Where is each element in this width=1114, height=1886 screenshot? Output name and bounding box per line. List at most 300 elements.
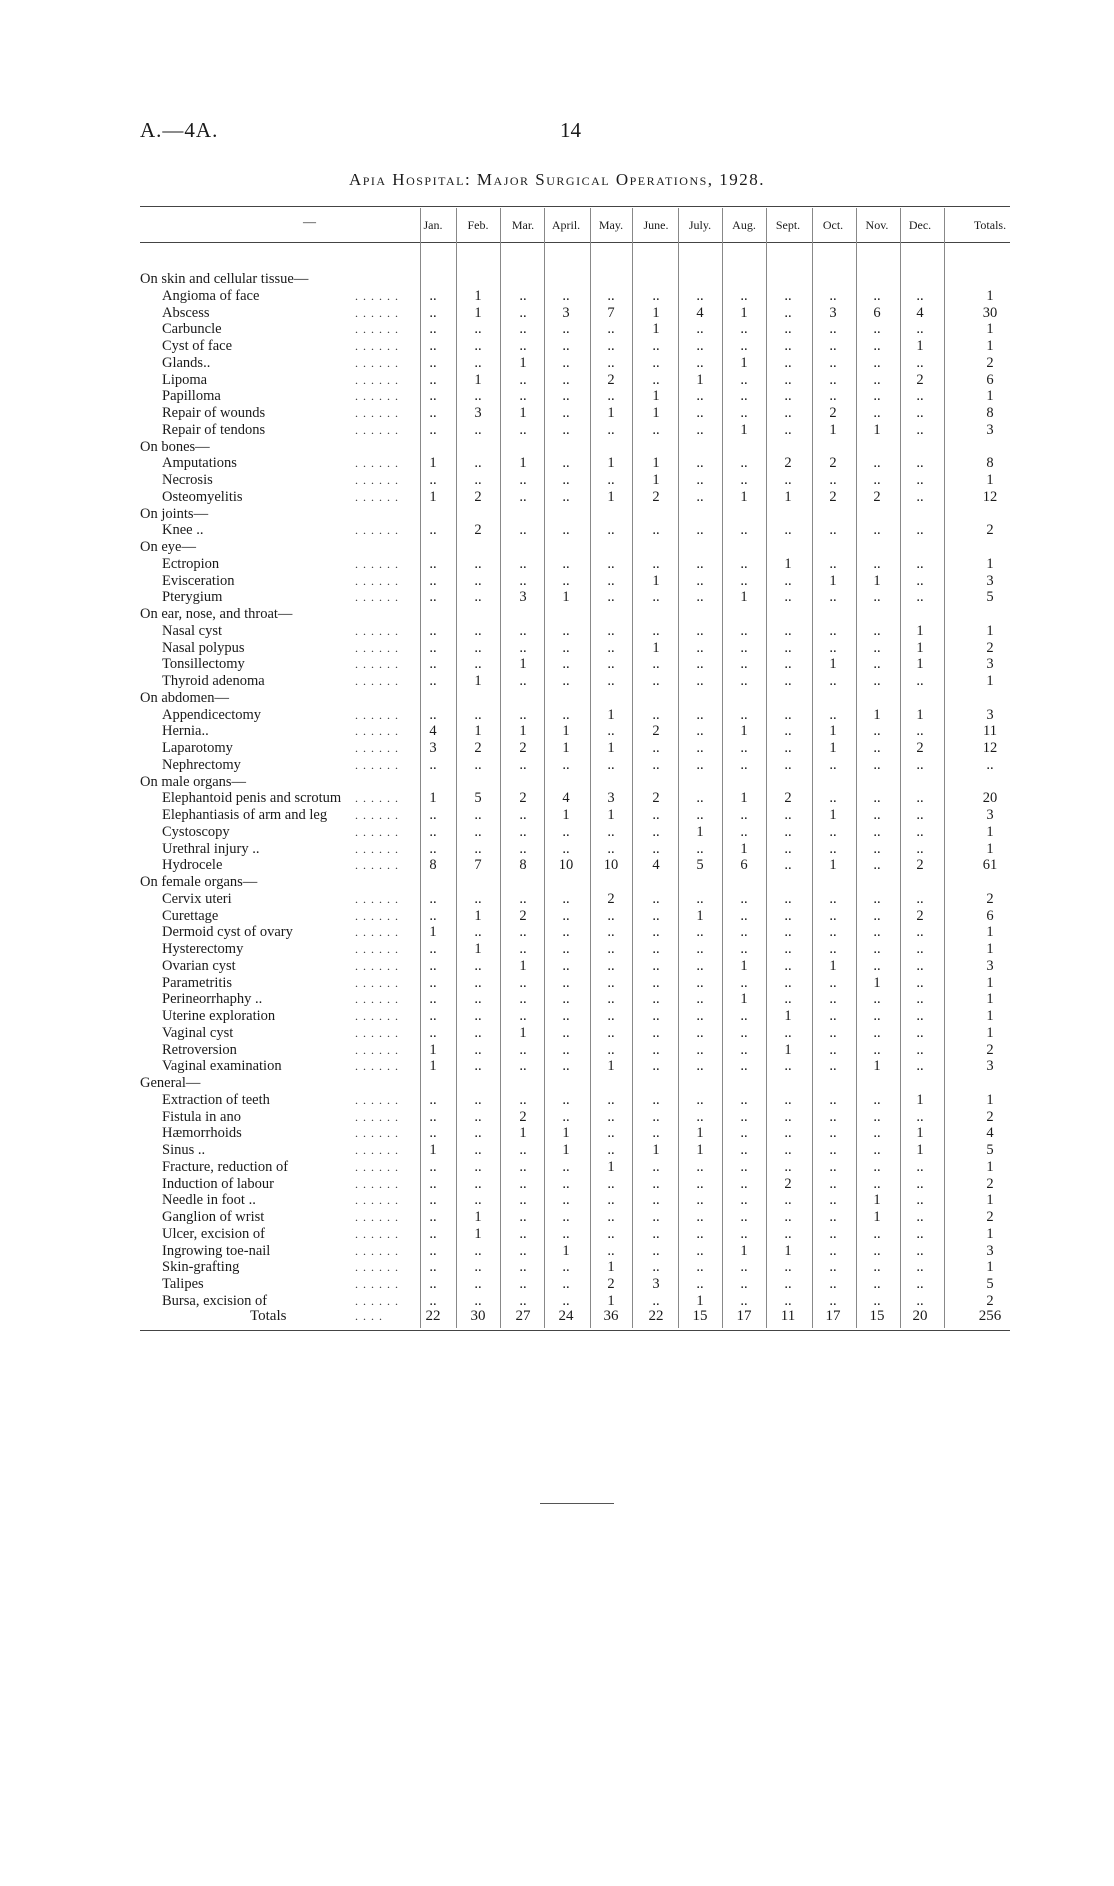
cell-value: .. bbox=[562, 1158, 570, 1175]
cell-value: .. bbox=[652, 941, 660, 957]
cell-value: .. bbox=[607, 991, 615, 1008]
cell-value: .. bbox=[740, 823, 748, 840]
cell-value: .. bbox=[784, 1108, 792, 1125]
cell-value: .. bbox=[519, 807, 527, 823]
cell-value: .. bbox=[652, 287, 660, 304]
cell-value: .. bbox=[784, 957, 792, 974]
cell-value: 1 bbox=[607, 488, 615, 505]
table-row bbox=[140, 1276, 1010, 1293]
table-row bbox=[140, 740, 1010, 757]
cell-value: .. bbox=[652, 740, 660, 756]
cell-value: .. bbox=[873, 723, 881, 740]
table-row bbox=[140, 891, 1010, 908]
top-rule bbox=[140, 206, 1010, 207]
cell-value: .. bbox=[916, 673, 924, 689]
cell-value: .. bbox=[429, 338, 437, 354]
cell-value: .. bbox=[607, 555, 615, 572]
row-label: Ganglion of wrist bbox=[162, 1209, 265, 1225]
cell-value: .. bbox=[429, 421, 437, 438]
cell-value: .. bbox=[873, 807, 881, 823]
row-label: Curettage bbox=[162, 907, 219, 924]
cell-value: .. bbox=[562, 1175, 570, 1192]
page-number: 14 bbox=[560, 118, 581, 142]
cell-value: 1 bbox=[740, 421, 748, 438]
cell-value: .. bbox=[562, 957, 570, 974]
cell-value: 4 bbox=[916, 304, 924, 321]
leader-dots: . . . . . . bbox=[355, 891, 399, 906]
cell-value: .. bbox=[519, 1142, 527, 1158]
cell-value: .. bbox=[784, 857, 792, 874]
cell-value: .. bbox=[873, 823, 881, 840]
cell-value: .. bbox=[429, 1008, 437, 1024]
cell-value: .. bbox=[652, 1242, 660, 1259]
cell-value: 1 bbox=[916, 338, 924, 354]
cell-value: .. bbox=[562, 321, 570, 338]
column-header-may: May. bbox=[598, 218, 624, 232]
cell-value: .. bbox=[652, 807, 660, 823]
leader-dots: . . . . . . bbox=[355, 657, 399, 672]
cell-value: 2 bbox=[652, 488, 660, 505]
cell-value: .. bbox=[784, 1292, 792, 1309]
cell-value: .. bbox=[474, 321, 482, 338]
cell-value: 2 bbox=[607, 371, 615, 388]
cell-value: .. bbox=[519, 555, 527, 572]
cell-value: 1 bbox=[740, 957, 748, 974]
cell-value: 2 bbox=[829, 405, 837, 421]
cell-value: 1 bbox=[652, 455, 660, 472]
table-row bbox=[140, 388, 1010, 405]
cell-value: .. bbox=[784, 723, 792, 740]
cell-value: .. bbox=[740, 807, 748, 823]
leader-dots: . . . . . . bbox=[355, 925, 399, 940]
row-label: Repair of tendons bbox=[162, 421, 266, 438]
cell-value: 1 bbox=[474, 1225, 482, 1242]
cell-value: .. bbox=[474, 1259, 482, 1276]
row-total: 1 bbox=[986, 941, 994, 957]
cell-value: .. bbox=[696, 890, 704, 907]
cell-value: .. bbox=[519, 1192, 527, 1209]
leader-dots: . . . . . . bbox=[355, 1059, 399, 1074]
cell-value: .. bbox=[916, 287, 924, 304]
cell-value: 1 bbox=[916, 656, 924, 673]
cell-value: .. bbox=[784, 991, 792, 1008]
cell-value: 2 bbox=[474, 488, 482, 505]
cell-value: .. bbox=[696, 287, 704, 304]
cell-value: .. bbox=[873, 1041, 881, 1058]
cell-value: 1 bbox=[696, 1292, 704, 1309]
cell-value: .. bbox=[829, 1091, 837, 1108]
cell-value: .. bbox=[652, 1024, 660, 1041]
cell-value: 1 bbox=[829, 656, 837, 673]
cell-value: .. bbox=[784, 287, 792, 304]
row-label: Tonsillectomy bbox=[162, 656, 245, 673]
cell-value: .. bbox=[562, 974, 570, 991]
row-label: Ingrowing toe-nail bbox=[162, 1242, 271, 1259]
column-header-july: July. bbox=[688, 218, 712, 232]
leader-dots: . . . . . . bbox=[355, 1025, 399, 1040]
row-label: Ovarian cyst bbox=[162, 957, 236, 974]
table-row bbox=[140, 573, 1010, 590]
cell-value: 1 bbox=[429, 1142, 437, 1158]
cell-value: 1 bbox=[829, 421, 837, 438]
cell-value: .. bbox=[696, 1158, 704, 1175]
cell-value: .. bbox=[784, 572, 792, 589]
table-row bbox=[140, 288, 1010, 305]
cell-value: 1 bbox=[474, 723, 482, 740]
cell-value: 1 bbox=[916, 1091, 924, 1108]
cell-value: 2 bbox=[916, 371, 924, 388]
cell-value: .. bbox=[873, 991, 881, 1008]
cell-value: 1 bbox=[519, 656, 527, 673]
cell-value: .. bbox=[519, 890, 527, 907]
cell-value: 1 bbox=[562, 1242, 570, 1259]
cell-value: .. bbox=[696, 723, 704, 740]
cell-value: .. bbox=[784, 756, 792, 773]
section-label: On female organs— bbox=[140, 874, 258, 890]
cell-value: .. bbox=[652, 1225, 660, 1242]
cell-value: .. bbox=[474, 1041, 482, 1058]
cell-value: .. bbox=[740, 522, 748, 539]
cell-value: .. bbox=[652, 756, 660, 773]
section-label: General— bbox=[140, 1075, 201, 1091]
leader-dots: . . . . . . bbox=[355, 707, 399, 722]
cell-value: .. bbox=[740, 572, 748, 589]
cell-value: 1 bbox=[562, 1125, 570, 1142]
cell-value: .. bbox=[429, 907, 437, 924]
cell-value: .. bbox=[562, 1225, 570, 1242]
cell-value: .. bbox=[429, 572, 437, 589]
table-row bbox=[140, 1109, 1010, 1126]
row-total: 6 bbox=[986, 371, 994, 388]
cell-value: .. bbox=[740, 1292, 748, 1309]
cell-value: 4 bbox=[696, 304, 704, 321]
cell-value: .. bbox=[696, 405, 704, 421]
cell-value: .. bbox=[696, 522, 704, 539]
cell-value: 1 bbox=[873, 572, 881, 589]
row-total: 3 bbox=[986, 1242, 994, 1259]
cell-value: .. bbox=[916, 572, 924, 589]
table-row bbox=[140, 991, 1010, 1008]
cell-value: .. bbox=[696, 1008, 704, 1024]
cell-value: .. bbox=[607, 840, 615, 857]
cell-value: .. bbox=[519, 371, 527, 388]
cell-value: .. bbox=[784, 421, 792, 438]
row-total: 1 bbox=[986, 1158, 994, 1175]
cell-value: .. bbox=[562, 421, 570, 438]
row-label: Sinus .. bbox=[162, 1142, 206, 1158]
cell-value: 3 bbox=[607, 790, 615, 807]
leader-dots: . . . . . . bbox=[355, 791, 399, 806]
leader-dots: . . . . . . bbox=[355, 590, 399, 605]
cell-value: .. bbox=[696, 1259, 704, 1276]
cell-value: 2 bbox=[829, 488, 837, 505]
section-label: On eye— bbox=[140, 539, 196, 555]
row-label: Necrosis bbox=[162, 472, 213, 488]
cell-value: .. bbox=[740, 1209, 748, 1225]
row-label: Vaginal cyst bbox=[162, 1024, 234, 1041]
cell-value: .. bbox=[474, 1008, 482, 1024]
cell-value: 2 bbox=[519, 907, 527, 924]
row-label: Elephantiasis of arm and leg bbox=[162, 807, 328, 823]
cell-value: .. bbox=[607, 1209, 615, 1225]
cell-value: .. bbox=[696, 790, 704, 807]
cell-value: .. bbox=[696, 1192, 704, 1209]
leader-dots: . . . . . . bbox=[355, 556, 399, 571]
cell-value: 3 bbox=[829, 304, 837, 321]
row-total: 2 bbox=[986, 1209, 994, 1225]
row-total: 12 bbox=[982, 488, 998, 505]
cell-value: .. bbox=[474, 589, 482, 606]
cell-value: .. bbox=[429, 756, 437, 773]
leader-dots: . . . . . . bbox=[355, 1109, 399, 1124]
cell-value: .. bbox=[873, 740, 881, 756]
cell-value: .. bbox=[696, 455, 704, 472]
cell-value: .. bbox=[740, 639, 748, 656]
cell-value: 1 bbox=[740, 790, 748, 807]
cell-value: .. bbox=[784, 321, 792, 338]
cell-value: .. bbox=[740, 740, 748, 756]
row-label: Bursa, excision of bbox=[162, 1292, 268, 1309]
section-label: On joints— bbox=[140, 505, 209, 522]
leader-dots: . . . . . . bbox=[355, 489, 399, 504]
cell-value: .. bbox=[873, 840, 881, 857]
cell-value: .. bbox=[696, 706, 704, 723]
cell-value: .. bbox=[696, 1276, 704, 1292]
section-heading bbox=[140, 439, 1010, 456]
leader-dots: . . . . . . bbox=[355, 1260, 399, 1275]
row-total: 1 bbox=[986, 840, 994, 857]
cell-value: 1 bbox=[607, 1259, 615, 1276]
cell-value: .. bbox=[784, 405, 792, 421]
cell-value: .. bbox=[562, 756, 570, 773]
row-label: Nasal polypus bbox=[162, 639, 245, 656]
cell-value: .. bbox=[429, 706, 437, 723]
cell-value: .. bbox=[873, 941, 881, 957]
cell-value: .. bbox=[829, 823, 837, 840]
column-divider bbox=[944, 208, 945, 1328]
cell-value: 1 bbox=[519, 405, 527, 421]
cell-value: .. bbox=[607, 522, 615, 539]
cell-value: .. bbox=[607, 823, 615, 840]
cell-value: .. bbox=[696, 572, 704, 589]
cell-value: 1 bbox=[696, 1142, 704, 1158]
cell-value: .. bbox=[916, 488, 924, 505]
cell-value: .. bbox=[829, 941, 837, 957]
table-row bbox=[140, 305, 1010, 322]
cell-value: .. bbox=[916, 405, 924, 421]
cell-value: .. bbox=[784, 1125, 792, 1142]
cell-value: .. bbox=[873, 1158, 881, 1175]
leader-dots: . . . . . . bbox=[355, 640, 399, 655]
cell-value: .. bbox=[474, 957, 482, 974]
table-row bbox=[140, 1259, 1010, 1276]
cell-value: .. bbox=[652, 1125, 660, 1142]
section-heading bbox=[140, 874, 1010, 891]
row-label: Elephantoid penis and scrotum bbox=[162, 790, 342, 807]
table-row bbox=[140, 941, 1010, 958]
row-label: Vaginal examination bbox=[162, 1058, 282, 1075]
cell-value: .. bbox=[519, 421, 527, 438]
cell-value: .. bbox=[829, 555, 837, 572]
cell-value: .. bbox=[607, 1125, 615, 1142]
total-value: 17 bbox=[736, 1308, 752, 1324]
cell-value: .. bbox=[474, 1125, 482, 1142]
leader-dots: . . . . . . bbox=[355, 1210, 399, 1224]
cell-value: .. bbox=[607, 1091, 615, 1108]
leader-dots: . . . . . . bbox=[355, 355, 399, 370]
column-header-feb: Feb. bbox=[467, 218, 489, 232]
cell-value: .. bbox=[562, 1276, 570, 1292]
cell-value: .. bbox=[696, 321, 704, 338]
table-row bbox=[140, 1058, 1010, 1075]
leader-dots: . . . . . . bbox=[355, 992, 399, 1007]
cell-value: 1 bbox=[829, 723, 837, 740]
cell-value: .. bbox=[916, 1058, 924, 1075]
cell-value: .. bbox=[562, 371, 570, 388]
cell-value: 1 bbox=[607, 455, 615, 472]
cell-value: .. bbox=[474, 572, 482, 589]
cell-value: 5 bbox=[474, 790, 482, 807]
end-rule bbox=[540, 1503, 614, 1504]
grand-total: 256 bbox=[978, 1308, 1002, 1324]
row-label: Hydrocele bbox=[162, 857, 223, 874]
table-row bbox=[140, 455, 1010, 472]
cell-value: .. bbox=[562, 455, 570, 472]
cell-value: .. bbox=[607, 589, 615, 606]
cell-value: 2 bbox=[474, 740, 482, 756]
label-header-dash: — bbox=[303, 214, 316, 229]
cell-value: .. bbox=[652, 1292, 660, 1309]
leader-dots: . . . . . . bbox=[355, 942, 399, 956]
table-row bbox=[140, 790, 1010, 807]
table-row bbox=[140, 321, 1010, 338]
cell-value: .. bbox=[607, 338, 615, 354]
cell-value: .. bbox=[916, 1276, 924, 1292]
cell-value: .. bbox=[916, 421, 924, 438]
cell-value: .. bbox=[916, 1008, 924, 1024]
cell-value: 4 bbox=[562, 790, 570, 807]
cell-value: 1 bbox=[652, 405, 660, 421]
column-divider bbox=[456, 208, 457, 1328]
cell-value: .. bbox=[696, 656, 704, 673]
table-row bbox=[140, 1025, 1010, 1042]
cell-value: 1 bbox=[873, 974, 881, 991]
cell-value: .. bbox=[829, 1276, 837, 1292]
cell-value: .. bbox=[519, 706, 527, 723]
row-label: Osteomyelitis bbox=[162, 488, 243, 505]
column-divider bbox=[500, 208, 501, 1328]
row-total: 8 bbox=[986, 405, 994, 421]
cell-value: .. bbox=[562, 1058, 570, 1075]
cell-value: .. bbox=[873, 907, 881, 924]
cell-value: .. bbox=[740, 1142, 748, 1158]
cell-value: 3 bbox=[474, 405, 482, 421]
row-total: 2 bbox=[986, 1175, 994, 1192]
cell-value: .. bbox=[873, 622, 881, 639]
cell-value: .. bbox=[562, 405, 570, 421]
cell-value: .. bbox=[519, 991, 527, 1008]
cell-value: .. bbox=[519, 304, 527, 321]
cell-value: .. bbox=[829, 1125, 837, 1142]
table-row bbox=[140, 707, 1010, 724]
cell-value: .. bbox=[607, 974, 615, 991]
cell-value: 1 bbox=[429, 1041, 437, 1058]
cell-value: 1 bbox=[740, 723, 748, 740]
column-header-april: April. bbox=[551, 218, 581, 232]
cell-value: .. bbox=[873, 756, 881, 773]
row-total: 1 bbox=[986, 321, 994, 338]
table-row bbox=[140, 522, 1010, 539]
row-total: 4 bbox=[986, 1125, 994, 1142]
cell-value: .. bbox=[740, 1158, 748, 1175]
cell-value: .. bbox=[429, 1158, 437, 1175]
leader-dots: . . . . . . bbox=[355, 858, 399, 873]
cell-value: 2 bbox=[607, 890, 615, 907]
row-label: Dermoid cyst of ovary bbox=[162, 924, 293, 941]
cell-value: .. bbox=[562, 656, 570, 673]
row-label: Cyst of face bbox=[162, 338, 233, 354]
cell-value: 1 bbox=[607, 405, 615, 421]
total-value: 15 bbox=[869, 1308, 885, 1324]
cell-value: 1 bbox=[829, 957, 837, 974]
cell-value: .. bbox=[562, 1091, 570, 1108]
cell-value: .. bbox=[740, 1125, 748, 1142]
cell-value: .. bbox=[474, 656, 482, 673]
column-divider bbox=[420, 208, 421, 1328]
cell-value: .. bbox=[784, 823, 792, 840]
table-row bbox=[140, 355, 1010, 372]
cell-value: .. bbox=[429, 1292, 437, 1309]
row-label: Fistula in ano bbox=[162, 1108, 241, 1125]
cell-value: .. bbox=[429, 1024, 437, 1041]
table-row bbox=[140, 1192, 1010, 1209]
cell-value: .. bbox=[474, 354, 482, 371]
leader-dots: . . . . . . bbox=[355, 824, 399, 839]
cell-value: .. bbox=[740, 388, 748, 405]
cell-value: .. bbox=[873, 1125, 881, 1142]
cell-value: .. bbox=[916, 1024, 924, 1041]
cell-value: 1 bbox=[474, 371, 482, 388]
cell-value: 1 bbox=[829, 740, 837, 756]
leader-dots: . . . . . . bbox=[355, 1277, 399, 1291]
cell-value: .. bbox=[916, 1209, 924, 1225]
leader-dots: . . . . . . bbox=[355, 1159, 399, 1174]
row-total: 61 bbox=[982, 857, 998, 874]
cell-value: .. bbox=[740, 673, 748, 689]
table-row bbox=[140, 1209, 1010, 1226]
cell-value: 1 bbox=[916, 706, 924, 723]
row-total: 1 bbox=[986, 388, 994, 405]
cell-value: 1 bbox=[519, 957, 527, 974]
cell-value: .. bbox=[474, 421, 482, 438]
row-total: 1 bbox=[986, 622, 994, 639]
cell-value: 1 bbox=[916, 639, 924, 656]
cell-value: .. bbox=[519, 823, 527, 840]
leader-dots: . . . . . . bbox=[355, 473, 399, 487]
cell-value: .. bbox=[829, 1108, 837, 1125]
leader-dots: . . . . . . bbox=[355, 975, 399, 990]
row-total: 2 bbox=[986, 890, 994, 907]
cell-value: 2 bbox=[652, 790, 660, 807]
cell-value: 1 bbox=[784, 1008, 792, 1024]
section-heading bbox=[140, 506, 1010, 523]
cell-value: .. bbox=[916, 756, 924, 773]
row-label: Needle in foot .. bbox=[162, 1192, 256, 1209]
total-value: 27 bbox=[515, 1308, 531, 1324]
cell-value: .. bbox=[652, 1041, 660, 1058]
cell-value: 1 bbox=[607, 706, 615, 723]
cell-value: 2 bbox=[519, 790, 527, 807]
